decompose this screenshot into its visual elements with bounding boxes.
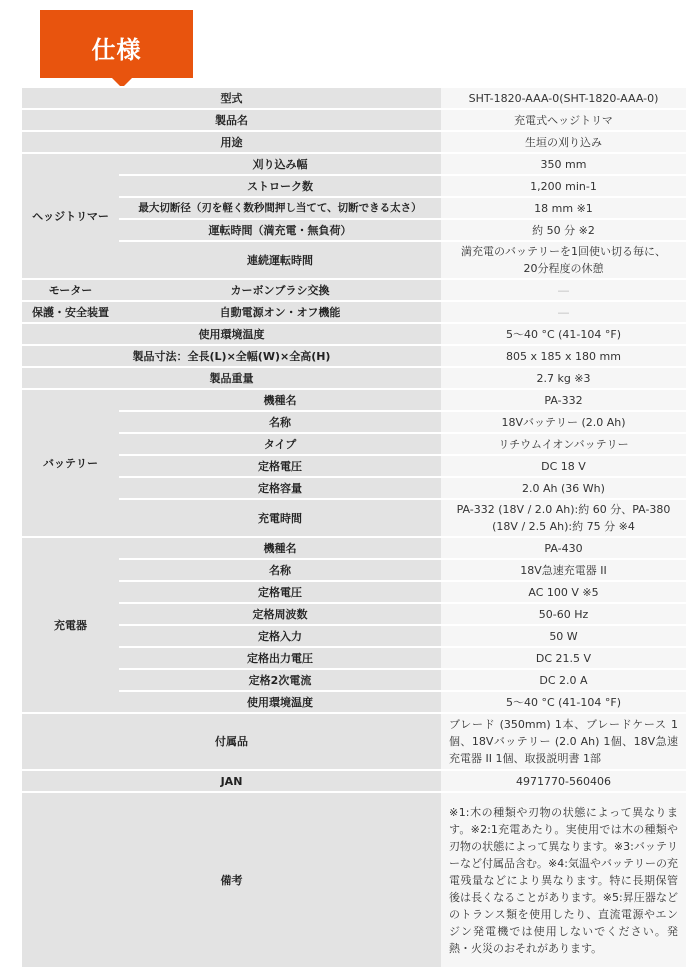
jan-label: JAN xyxy=(22,770,441,792)
table-row xyxy=(22,603,686,625)
table-row xyxy=(22,537,686,559)
ch-model-value: PA-430 xyxy=(441,537,686,559)
motor-value: ― xyxy=(441,279,686,301)
table-row xyxy=(22,770,686,792)
cut-width-label: 刈り込み幅 xyxy=(119,153,441,175)
ch-env-temp-label: 使用環境温度 xyxy=(119,691,441,713)
weight-label: 製品重量 xyxy=(22,367,441,389)
bat-model-label: 機種名 xyxy=(119,389,441,411)
dimensions-value: 805 x 185 x 180 mm xyxy=(441,345,686,367)
accessories-value: ブレード (350mm) 1本、ブレードケース 1個、18Vバッテリー (2.0 Ah) 1個、18V急速充電器 II 1個、取扱説明書 1部 xyxy=(441,713,686,770)
table-row xyxy=(22,581,686,603)
ch-sec-current-label: 定格2次電流 xyxy=(119,669,441,691)
stroke-label: ストローク数 xyxy=(119,175,441,197)
ch-voltage-label: 定格電圧 xyxy=(119,581,441,603)
bat-voltage-value: DC 18 V xyxy=(441,455,686,477)
table-row xyxy=(22,345,686,367)
table-row xyxy=(22,792,686,968)
table-row xyxy=(22,477,686,499)
table-row xyxy=(22,323,686,345)
table-row xyxy=(22,219,686,241)
ch-name-label: 名称 xyxy=(119,559,441,581)
table-row xyxy=(22,279,686,301)
bat-charge-time-value xyxy=(441,499,686,537)
table-row xyxy=(22,669,686,691)
table-row xyxy=(22,109,686,131)
max-cut-label: 最大切断径（刃を軽く数秒間押し当てて、切断できる太さ） xyxy=(119,197,441,219)
weight-value: 2.7 kg ※3 xyxy=(441,367,686,389)
bat-capacity-value: 2.0 Ah (36 Wh) xyxy=(441,477,686,499)
motor-group: モーター xyxy=(22,279,119,301)
bat-model-value: PA-332 xyxy=(441,389,686,411)
table-row xyxy=(22,625,686,647)
use-value: 生垣の刈り込み xyxy=(441,131,686,153)
model-value: SHT-1820-AAA-0(SHT-1820-AAA-0) xyxy=(441,87,686,109)
bat-name-value: 18Vバッテリー (2.0 Ah) xyxy=(441,411,686,433)
ch-input-label: 定格入力 xyxy=(119,625,441,647)
section-title: 仕様 xyxy=(91,36,142,64)
ch-freq-label: 定格周波数 xyxy=(119,603,441,625)
spec-table xyxy=(22,86,686,969)
jan-value: 4971770-560406 xyxy=(441,770,686,792)
table-row xyxy=(22,197,686,219)
continuous-value-line2: 20分程度の休憩 xyxy=(523,262,604,275)
table-row xyxy=(22,301,686,323)
table-row xyxy=(22,153,686,175)
continuous-value xyxy=(441,241,686,279)
ch-sec-current-value: DC 2.0 A xyxy=(441,669,686,691)
ch-voltage-value: AC 100 V ※5 xyxy=(441,581,686,603)
ch-out-voltage-value: DC 21.5 V xyxy=(441,647,686,669)
table-row xyxy=(22,367,686,389)
bat-type-value: リチウムイオンバッテリー xyxy=(441,433,686,455)
env-temp-label: 使用環境温度 xyxy=(22,323,441,345)
table-row xyxy=(22,131,686,153)
bat-capacity-label: 定格容量 xyxy=(119,477,441,499)
motor-label: カーボンブラシ交換 xyxy=(119,279,441,301)
notes-label: 備考 xyxy=(22,792,441,968)
bat-name-label: 名称 xyxy=(119,411,441,433)
ch-input-value: 50 W xyxy=(441,625,686,647)
accessories-label: 付属品 xyxy=(22,713,441,770)
notes-value: ※1:木の種類や刃物の状態によって異なります。※2:1充電あたり。実使用では木の種類や刃物の状態によって異なります。※3:バッテリーなど付属品含む。※4:気温やバッテリーの充電残量などにより異なります。特に長期保管後は長くなることがあります。※5:昇圧器などのトランス類を使用したり、直流電源やエンジン発電機では使用しないでください。発熱・火災のおそれがあります。 xyxy=(441,792,686,968)
product-name-value: 充電式ヘッジトリマ xyxy=(441,109,686,131)
table-row xyxy=(22,411,686,433)
hedge-trimmer-group: ヘッジトリマー xyxy=(22,153,119,279)
section-title-tab xyxy=(40,10,193,78)
run-time-label: 運転時間（満充電・無負荷） xyxy=(119,219,441,241)
table-row xyxy=(22,433,686,455)
bat-type-label: タイプ xyxy=(119,433,441,455)
table-row xyxy=(22,241,686,279)
charger-group: 充電器 xyxy=(22,537,119,713)
use-label: 用途 xyxy=(22,131,441,153)
table-row xyxy=(22,175,686,197)
cut-width-value: 350 mm xyxy=(441,153,686,175)
ch-name-value: 18V急速充電器 II xyxy=(441,559,686,581)
table-row xyxy=(22,713,686,770)
bat-charge-time-label: 充電時間 xyxy=(119,499,441,537)
safety-label: 自動電源オン・オフ機能 xyxy=(119,301,441,323)
battery-group: バッテリー xyxy=(22,389,119,537)
env-temp-value: 5～40 °C (41-104 °F) xyxy=(441,323,686,345)
bat-charge-time-line1: PA-332 (18V / 2.0 Ah):約 60 分、PA-380 xyxy=(456,503,671,516)
table-row xyxy=(22,87,686,109)
model-label: 型式 xyxy=(22,87,441,109)
ch-out-voltage-label: 定格出力電圧 xyxy=(119,647,441,669)
table-row xyxy=(22,691,686,713)
table-row xyxy=(22,499,686,537)
table-row xyxy=(22,647,686,669)
table-row xyxy=(22,559,686,581)
product-name-label: 製品名 xyxy=(22,109,441,131)
ch-model-label: 機種名 xyxy=(119,537,441,559)
bat-voltage-label: 定格電圧 xyxy=(119,455,441,477)
stroke-value: 1,200 min-1 xyxy=(441,175,686,197)
table-row xyxy=(22,455,686,477)
continuous-value-line1: 満充電のバッテリーを1回使い切る毎に、 xyxy=(461,245,666,258)
ch-freq-value: 50-60 Hz xyxy=(441,603,686,625)
safety-value: ― xyxy=(441,301,686,323)
safety-group: 保護・安全装置 xyxy=(22,301,119,323)
run-time-value: 約 50 分 ※2 xyxy=(441,219,686,241)
table-row xyxy=(22,389,686,411)
max-cut-value: 18 mm ※1 xyxy=(441,197,686,219)
ch-env-temp-value: 5～40 °C (41-104 °F) xyxy=(441,691,686,713)
dimensions-label: 製品寸法：全長(L)×全幅(W)×全高(H) xyxy=(22,345,441,367)
bat-charge-time-line2: (18V / 2.5 Ah):約 75 分 ※4 xyxy=(492,520,635,533)
continuous-label: 連続運転時間 xyxy=(119,241,441,279)
